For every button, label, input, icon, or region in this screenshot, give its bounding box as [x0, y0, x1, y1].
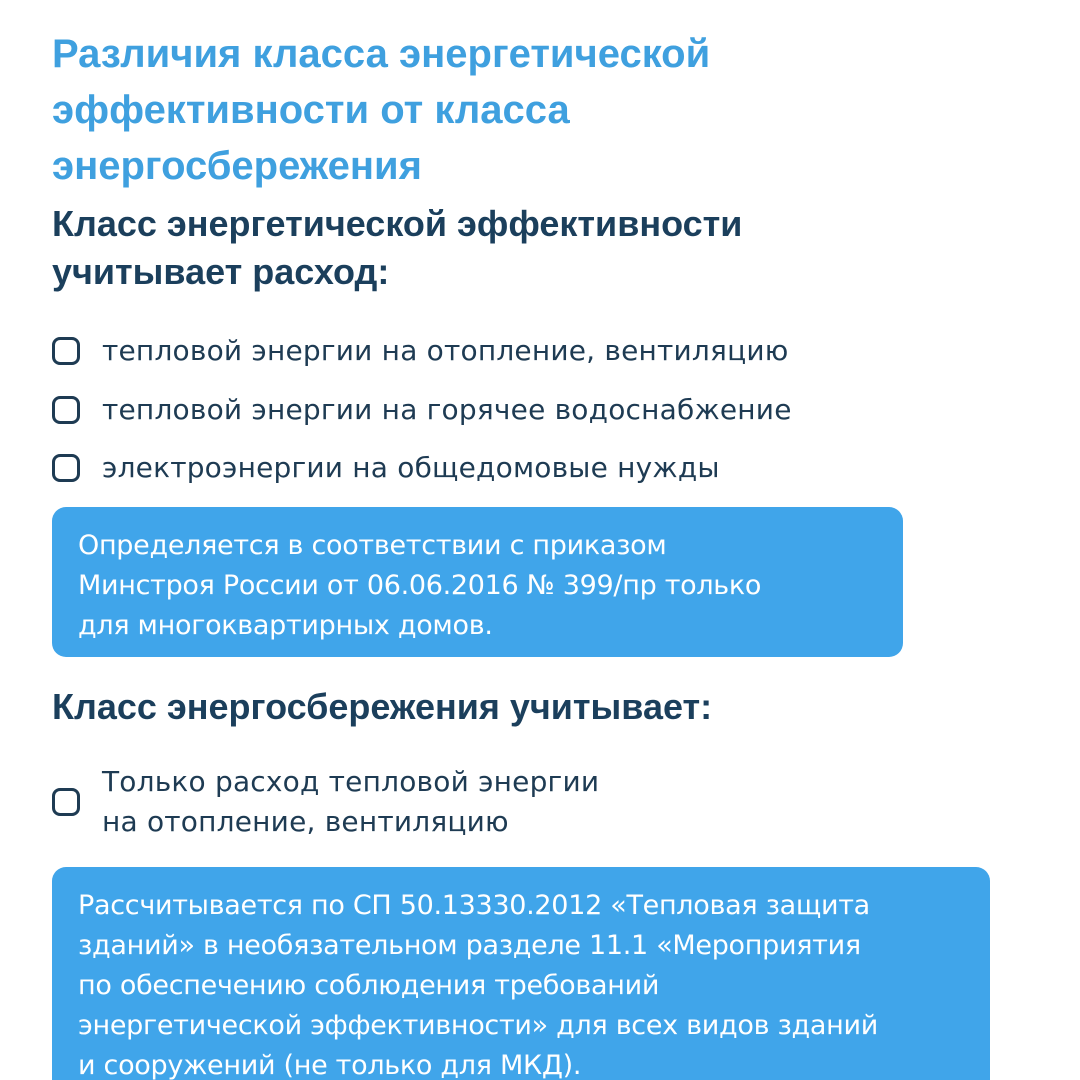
note-line: энергетической эффективности» для всех видов зданий [78, 1010, 878, 1041]
note-line: Рассчитывается по СП 50.13330.2012 «Тепловая защита [78, 890, 870, 921]
note-line: для многоквартирных домов. [78, 610, 493, 641]
checklist-item-label-line: на отопление, вентиляцию [102, 805, 509, 838]
note-line: Минстроя России от 06.06.2016 № 399/пр только [78, 570, 762, 601]
energy-efficiency-heading [52, 200, 952, 296]
checklist-item-label: электроэнергии на общедомовые нужды [102, 451, 720, 485]
checklist-item-label [102, 762, 599, 842]
checklist-item[interactable] [52, 381, 792, 440]
checklist-item[interactable] [52, 322, 792, 381]
page-title-line: энергосбережения [52, 144, 422, 188]
page-title [52, 26, 912, 194]
page-title-line: Различия класса энергетической [52, 32, 711, 76]
checkbox-icon[interactable] [52, 788, 80, 816]
page-title-line: эффективности от класса [52, 88, 570, 132]
energy-saving-checklist [52, 762, 599, 842]
energy-saving-heading: Класс энергосбережения учитывает: [52, 686, 713, 727]
checklist-item-label: тепловой энергии на горячее водоснабжение [102, 392, 792, 426]
note-line: зданий» в необязательном разделе 11.1 «Мероприятия [78, 930, 861, 961]
checkbox-icon[interactable] [52, 454, 80, 482]
checklist-item[interactable] [52, 762, 599, 842]
checklist-item-label: тепловой энергии на отопление, вентиляцию [102, 334, 789, 368]
note-line: и сооружений (не только для МКД). [78, 1050, 582, 1080]
energy-efficiency-checklist [52, 322, 792, 498]
energy-efficiency-heading-line: Класс энергетической эффективности [52, 203, 743, 244]
checkbox-icon[interactable] [52, 337, 80, 365]
energy-efficiency-note [52, 507, 903, 657]
energy-saving-note [52, 867, 990, 1080]
checklist-item-label-line: Только расход тепловой энергии [102, 765, 600, 798]
checkbox-icon[interactable] [52, 396, 80, 424]
checklist-item[interactable] [52, 439, 792, 498]
note-line: Определяется в соответствии с приказом [78, 530, 667, 561]
energy-efficiency-heading-line: учитывает расход: [52, 251, 390, 292]
note-line: по обеспечению соблюдения требований [78, 970, 660, 1001]
